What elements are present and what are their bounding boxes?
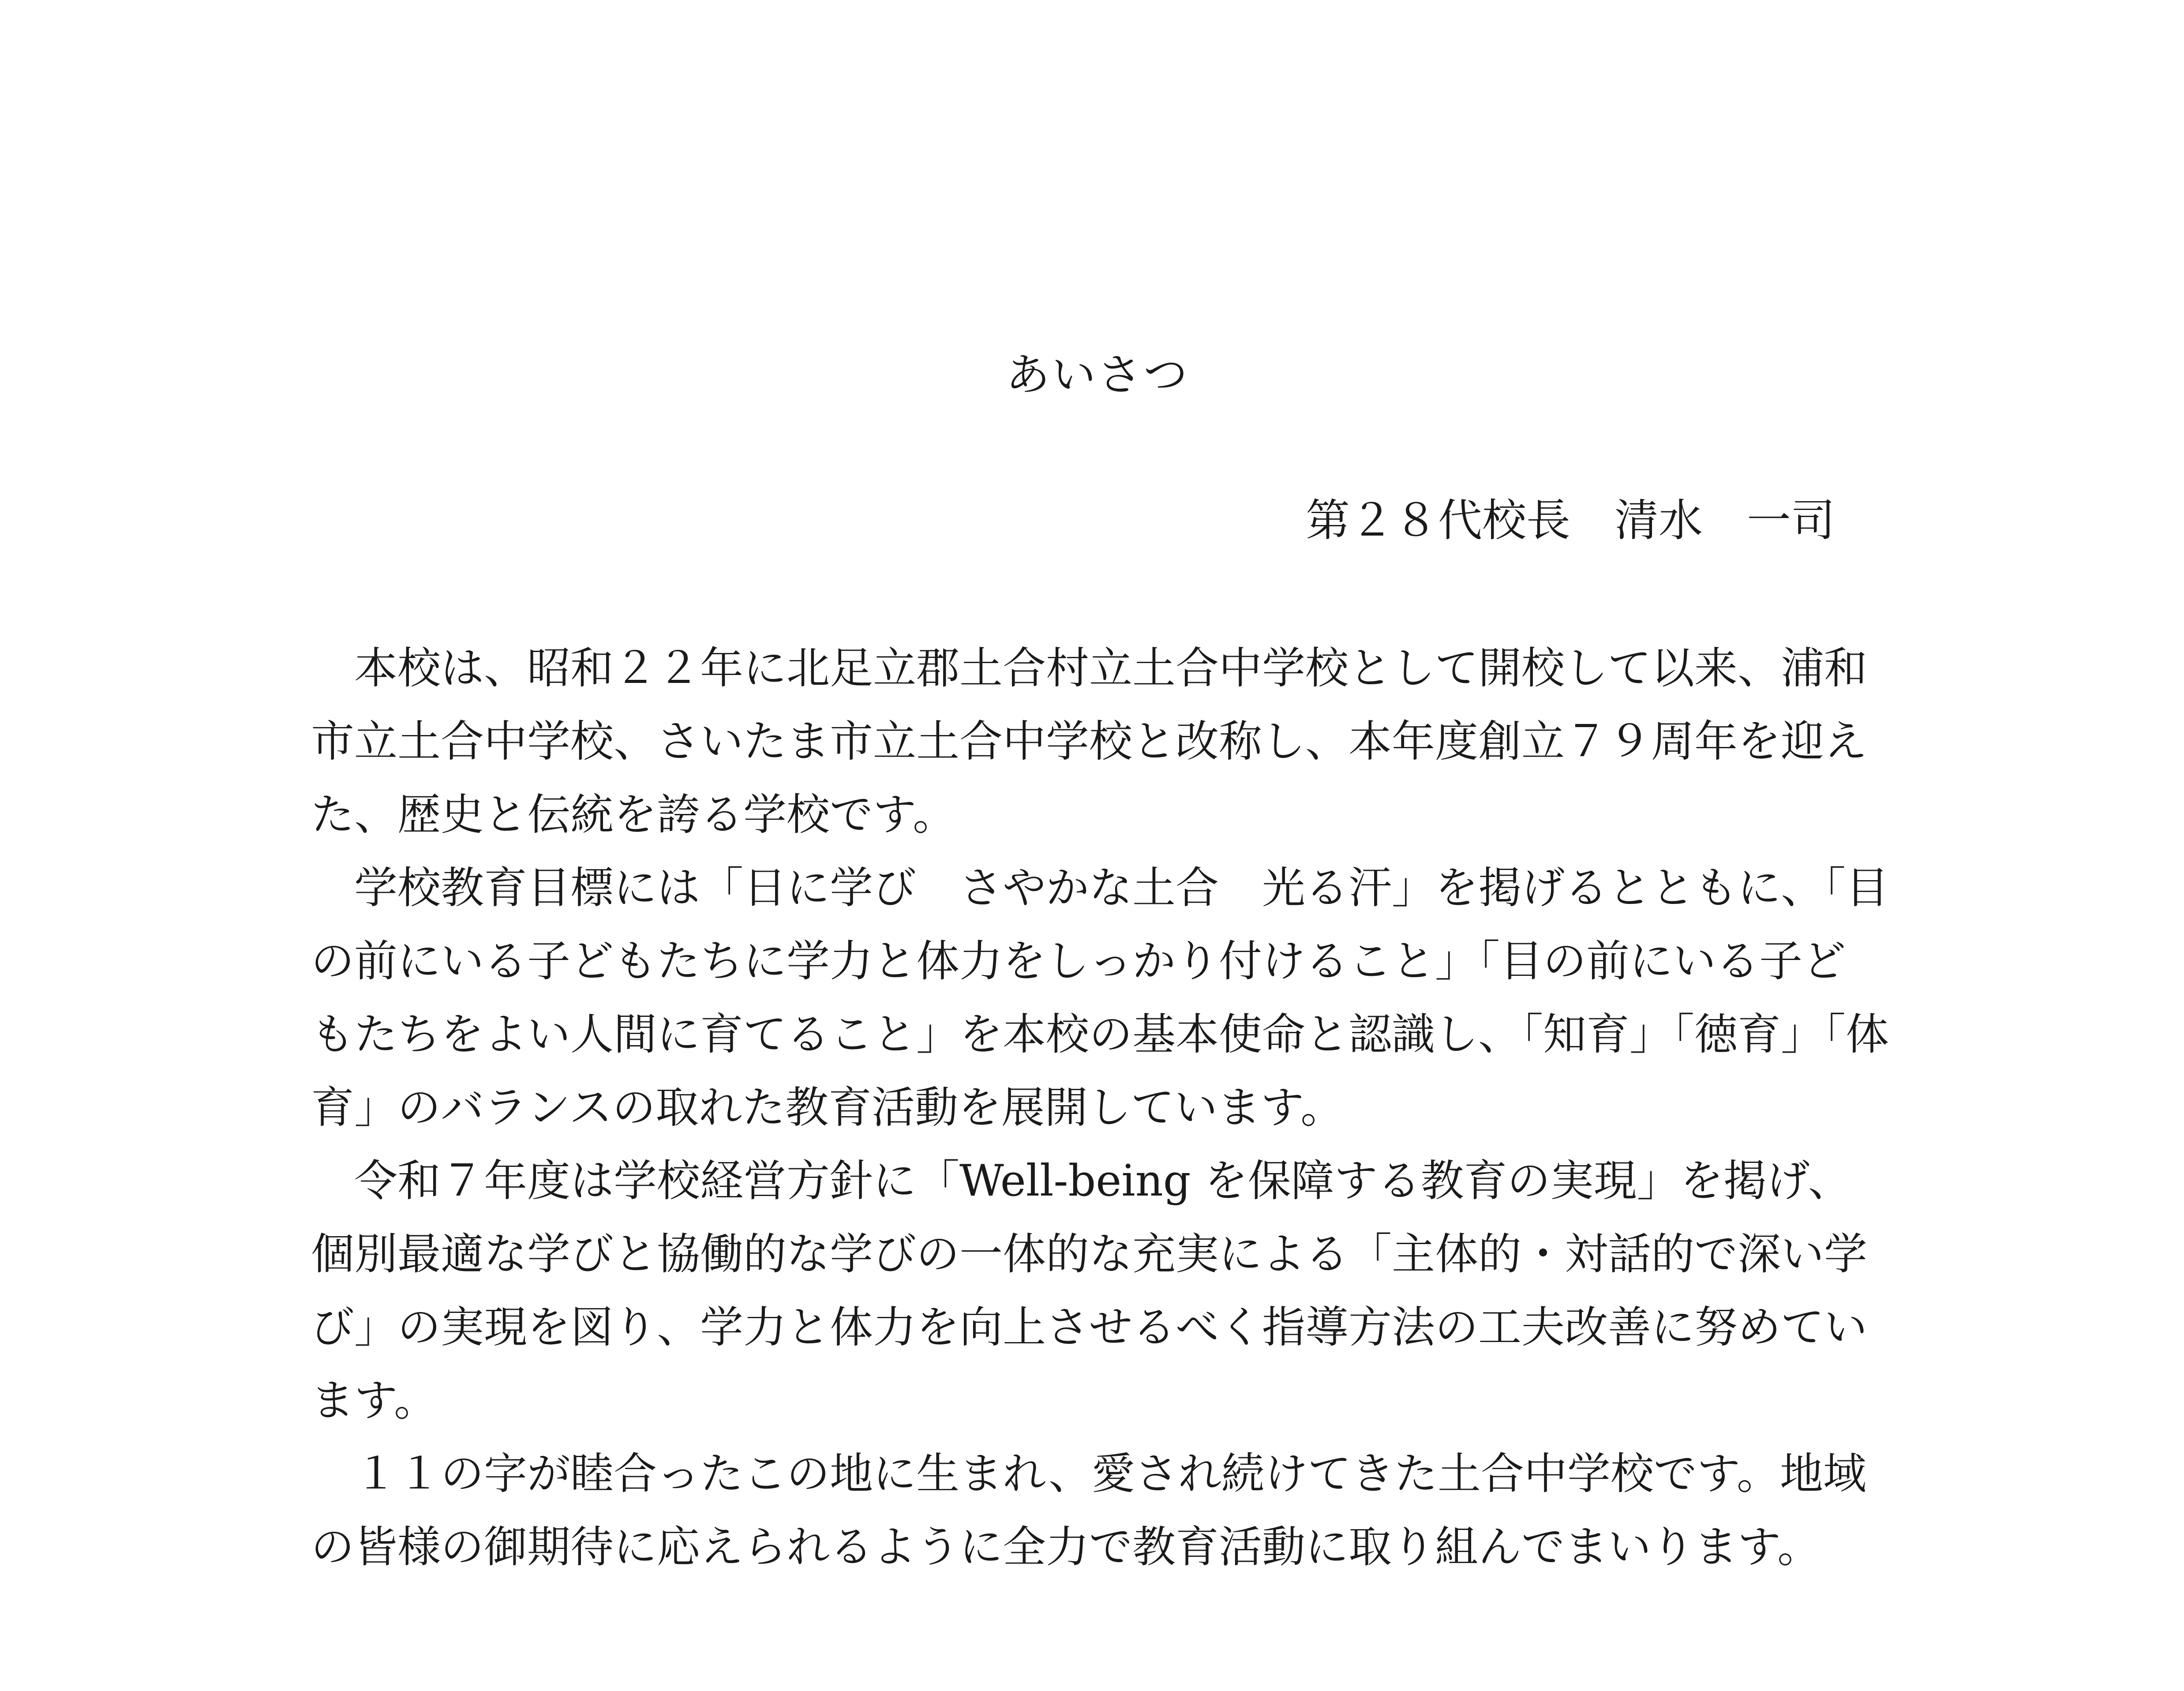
body-line: 個別最適な学びと協働的な学びの一体的な充実による「主体的・対話的で深い学 <box>311 1229 1868 1279</box>
body-line: 令和７年度は学校経営方針に「Well-being を保障する教育の実現」を掲げ、 <box>311 1156 1851 1206</box>
document-body <box>311 632 1890 1584</box>
body-line: 市立土合中学校、さいたま市立土合中学校と改称し、本年度創立７９周年を迎え <box>311 716 1868 767</box>
body-line: の前にいる子どもたちに学力と体力をしっかり付けること」「目の前にいる子ど <box>311 936 1846 986</box>
principal-signature: 第２８代校長 清水 一司 <box>1306 495 1835 546</box>
document-title: あいさつ <box>1006 349 1189 401</box>
body-line: ます。 <box>311 1376 438 1426</box>
body-line: １１の字が睦合ったこの地に生まれ、愛され続けてきた土合中学校です。地域 <box>311 1449 1867 1499</box>
body-line: び」の実現を図り、学力と体力を向上させるべく指導方法の工夫改善に努めてい <box>311 1302 1868 1353</box>
body-line: た、歴史と伝統を誇る学校です。 <box>311 790 956 840</box>
body-line: 本校は、昭和２２年に北足立郡土合村立土合中学校として開校して以来、浦和 <box>311 643 1868 694</box>
body-line: 学校教育目標には「日に学び さやかな土合 光る汗」を掲げるとともに、「目 <box>311 863 1889 913</box>
body-line: の皆様の御期待に応えられるように全力で教育活動に取り組んでまいります。 <box>311 1522 1821 1572</box>
body-line: 育」のバランスの取れた教育活動を展開しています。 <box>311 1083 1344 1133</box>
body-line: もたちをよい人間に育てること」を本校の基本使命と認識し、「知育」「徳育」「体 <box>311 1009 1889 1060</box>
